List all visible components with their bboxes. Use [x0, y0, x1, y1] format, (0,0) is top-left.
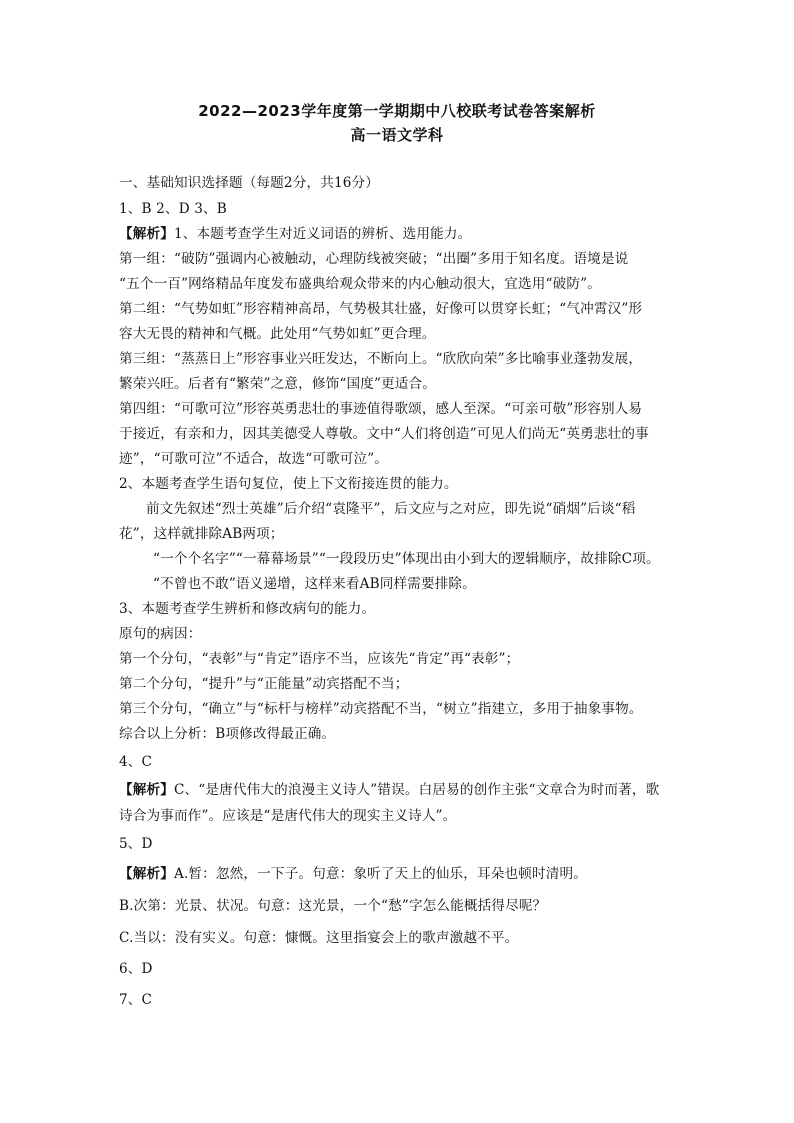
paragraph-line: 2、本题考查学生语句复位，使上下文衔接连贯的能力。 — [119, 476, 458, 492]
paragraph-line: 原句的病因： — [119, 626, 202, 642]
paragraph-line: 迹”，“可歌可泣”不适合，故选“可歌可泣”。 — [119, 451, 389, 467]
paragraph-line: 于接近，有亲和力，因其美德受人尊敬。文中“人们将创造”可见人们尚无“英勇悲壮的事 — [119, 426, 649, 442]
analysis-line — [119, 780, 659, 800]
paragraph-line: 3、本题考查学生辨析和修改病句的能力。 — [119, 601, 376, 617]
analysis-label: 【解析】 — [119, 866, 174, 882]
paragraph-line: 花”，这样就排除AB两项； — [119, 526, 284, 542]
analysis-label: 【解析】 — [119, 782, 174, 798]
answer-line: 7、C — [119, 992, 153, 1008]
paragraph-line: “五个一百”网络精品年度发布盛典给观众带来的内心触动很大，宜选用“破防”。 — [119, 276, 601, 292]
paragraph-line: 第二组：“气势如虹”形容精神高昂，气势极其壮盛，好像可以贯穿长虹；“气冲霄汉”形 — [119, 301, 643, 317]
answer-line: 5、D — [119, 836, 153, 852]
paragraph-line: “一个个名字”“一幕幕场景”“一段段历史”体现出由小到大的逻辑顺序，故排除C项。 — [153, 551, 660, 567]
paragraph-line: 第二个分句，“提升”与“正能量”动宾搭配不当； — [119, 676, 409, 692]
paragraph-line: 第三个分句，“确立”与“标杆与榜样”动宾搭配不当，“树立”指建立，多用于抽象事物。 — [119, 701, 643, 717]
paragraph-line: 繁荣兴旺。后者有“繁荣”之意，修饰“国度”更适合。 — [119, 376, 437, 392]
paragraph-line: 第一组：“破防”强调内心被触动，心理防线被突破；“出圈”多用于知名度。语境是说 — [119, 251, 629, 267]
paragraph-line: 第四组：“可歌可泣”形容英勇悲壮的事迹值得歌颂，感人至深。“可亲可敬”形容别人易 — [119, 401, 643, 417]
analysis-line — [119, 224, 471, 244]
analysis-text: 1、本题考查学生对近义词语的辨析、选用能力。 — [173, 226, 472, 242]
paragraph-line: 诗合为事而作”。应该是“是唐代伟大的现实主义诗人”。 — [119, 808, 457, 824]
paragraph-line: 容大无畏的精神和气概。此处用“气势如虹”更合理。 — [119, 326, 436, 342]
paragraph-line: 第三组：“蒸蒸日上”形容事业兴旺发达，不断向上。“欣欣向荣”多比喻事业蓬勃发展， — [119, 351, 643, 367]
answer-line: 1、B 2、D 3、B — [119, 201, 227, 217]
document-title: 2022—2023学年度第一学期期中八校联考试卷答案解析 — [198, 102, 596, 120]
analysis-label: 【解析】 — [119, 226, 174, 242]
paragraph-line: 第一个分句，“表彰”与“肯定”语序不当，应该先“肯定”再“表彰”； — [119, 651, 520, 667]
analysis-text: C、“是唐代伟大的浪漫主义诗人”错误。白居易的创作主张“文章合为时而著，歌 — [173, 782, 660, 798]
analysis-text: A.暂：忽然，一下子。句意：象听了天上的仙乐，耳朵也顿时清明。 — [173, 866, 587, 882]
paragraph-line: B.次第：光景、状况。句意：这光景，一个“愁”字怎么能概括得尽呢？ — [119, 898, 547, 914]
section-heading: 一、基础知识选择题（每题2分，共16分） — [119, 175, 380, 191]
document-subtitle: 高一语文学科 — [350, 126, 444, 144]
paragraph-line: C.当以：没有实义。句意：慷慨。这里指宴会上的歌声激越不平。 — [119, 930, 519, 946]
analysis-line — [119, 864, 587, 884]
paragraph-line: 综合以上分析：B项修改得最正确。 — [119, 726, 336, 742]
answer-line: 6、D — [119, 961, 153, 977]
paragraph-line: “不曾也不敢”语义递增，这样来看AB同样需要排除。 — [153, 576, 476, 592]
paragraph-line: 前文先叙述“烈士英雄”后介绍“袁隆平”，后文应与之对应，即先说“硝烟”后谈“稻 — [146, 501, 636, 517]
answer-line: 4、C — [119, 754, 153, 770]
